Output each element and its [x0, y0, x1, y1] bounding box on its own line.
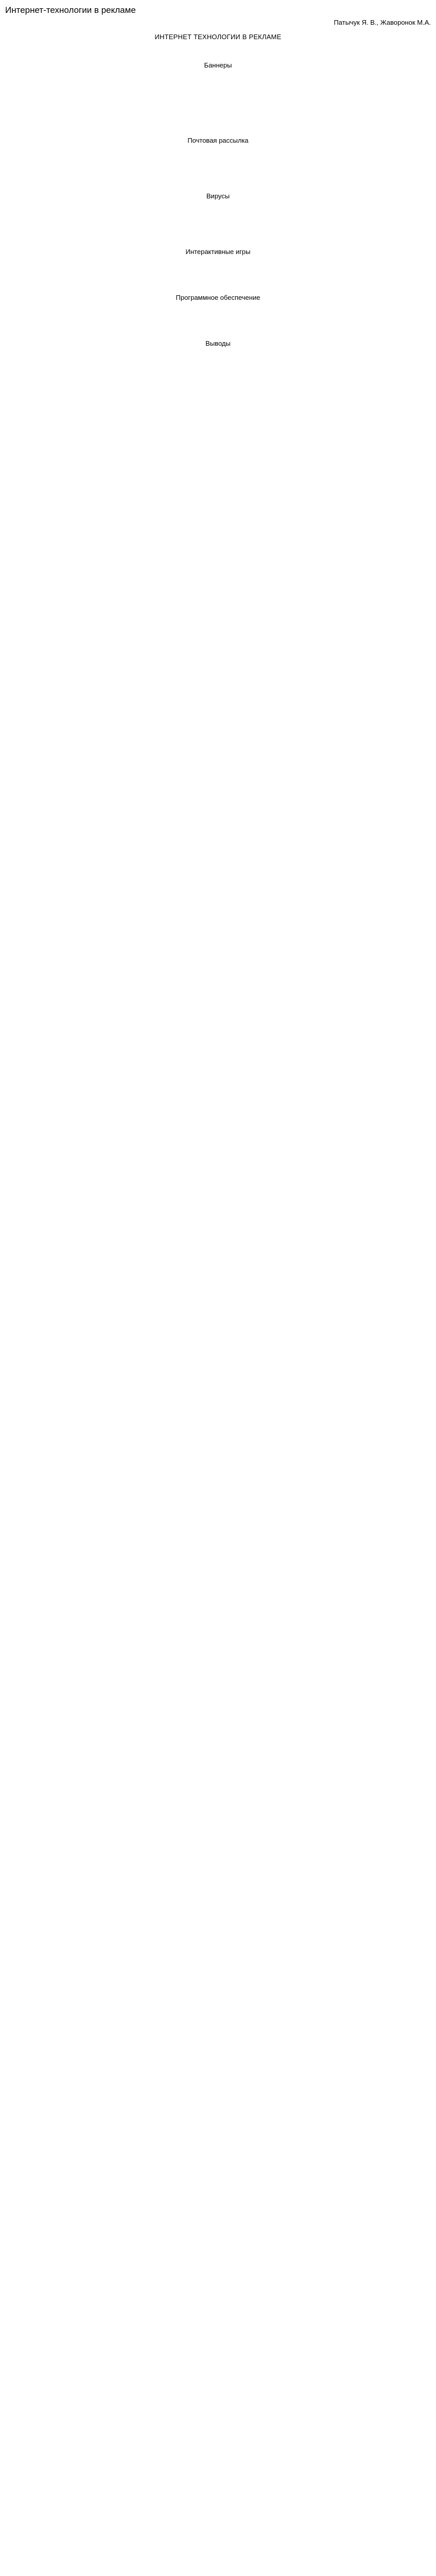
article-paragraph	[5, 112, 431, 119]
article-paragraph	[5, 122, 431, 129]
article-paragraph	[5, 73, 431, 80]
article-paragraph	[5, 361, 431, 368]
article-paragraph	[5, 306, 431, 312]
article-paragraph	[5, 214, 431, 221]
article-paragraph	[5, 158, 431, 165]
article-paragraph	[5, 47, 431, 54]
document-authors: Патычук Я. В., Жаворонок М.А.	[334, 19, 431, 27]
article-paragraph	[5, 260, 431, 266]
article-paragraph	[5, 351, 431, 358]
article-section	[5, 293, 431, 332]
article-paragraph	[5, 93, 431, 99]
section-heading: Баннеры	[204, 61, 232, 70]
section-heading: Интерактивные игры	[185, 248, 251, 256]
section-heading: Программное обеспечение	[176, 294, 260, 302]
article-section	[5, 247, 431, 286]
article-paragraph	[5, 269, 431, 276]
article-paragraph	[5, 233, 431, 240]
article-paragraph	[5, 325, 431, 332]
section-heading: Вирусы	[206, 192, 230, 200]
section-heading: Выводы	[205, 340, 231, 348]
article-section	[5, 47, 431, 54]
article-paragraph	[5, 168, 431, 175]
article-section	[5, 61, 431, 129]
article-paragraph	[5, 279, 431, 286]
article-paragraph	[5, 224, 431, 230]
article-section	[5, 136, 431, 184]
article-paragraph	[5, 204, 431, 211]
main-heading: ИНТЕРНЕТ ТЕХНОЛОГИИ В РЕКЛАМЕ	[154, 33, 282, 41]
article-body	[5, 47, 431, 368]
document-page	[0, 0, 436, 392]
article-section	[5, 192, 431, 240]
article-paragraph	[5, 148, 431, 155]
document-title: Интернет-технологии в рекламе	[5, 5, 136, 15]
article-paragraph	[5, 315, 431, 322]
article-paragraph	[5, 103, 431, 109]
article-paragraph	[5, 83, 431, 90]
article-paragraph	[5, 178, 431, 184]
section-heading: Почтовая рассылка	[187, 137, 249, 145]
article-section	[5, 339, 431, 368]
